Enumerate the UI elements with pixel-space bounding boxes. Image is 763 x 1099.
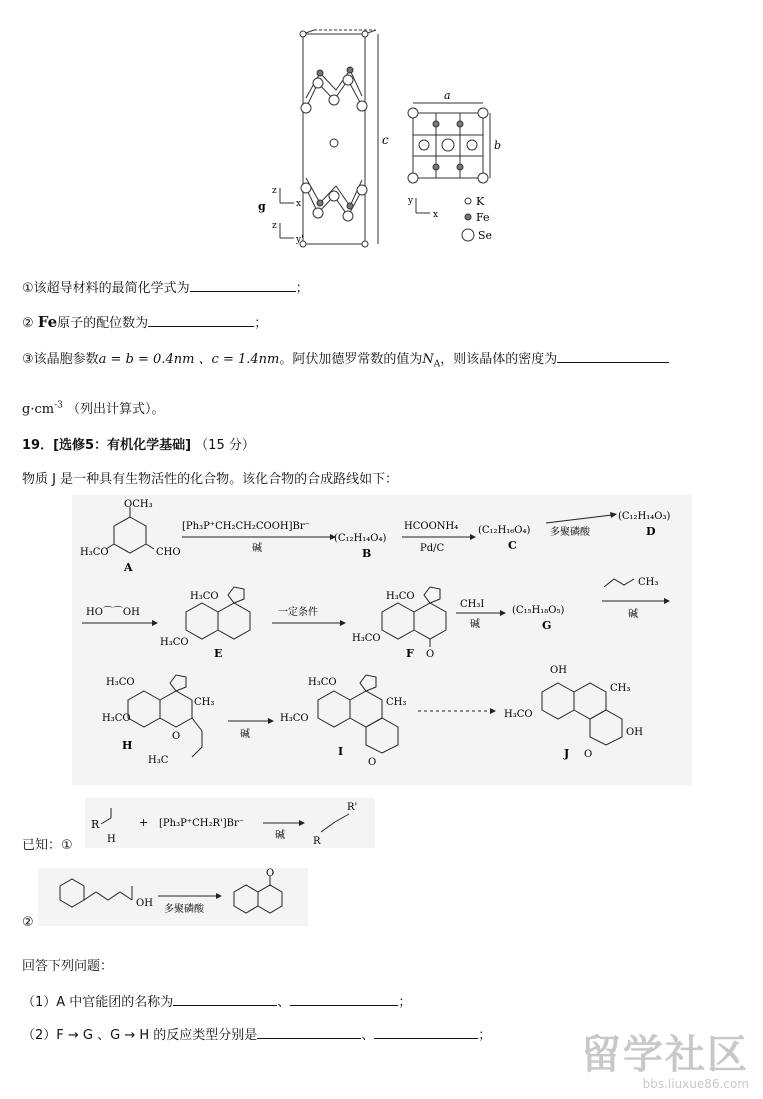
compound-H-ome-top: H₃CO xyxy=(106,677,135,688)
watermark-logo-text: 留学社区 xyxy=(581,1032,749,1078)
axis-g-label: g xyxy=(258,200,266,213)
r1-r: R xyxy=(91,818,100,831)
formula-B: (C₁₂H₁₄O₄) xyxy=(334,533,387,544)
q18-item3-end: ，则该晶体的密度为 xyxy=(440,352,558,367)
r2-cond: 多聚磷酸 xyxy=(164,904,204,915)
axis-x-label: x xyxy=(296,199,302,209)
section19-points: （15 分） xyxy=(195,438,255,453)
compound-F-ome: H₃CO xyxy=(352,633,381,644)
answers-heading: 回答下列问题： xyxy=(22,959,114,974)
label-E: E xyxy=(214,647,223,660)
compound-H-ch3: CH₃ xyxy=(194,697,215,708)
legend-se: Se xyxy=(478,229,493,242)
avogadro-subscript: A xyxy=(433,359,441,370)
r1-cond: 碱 xyxy=(275,830,285,841)
compound-A-ome: H₃CO xyxy=(80,547,109,558)
axis-x2-label: x xyxy=(433,210,439,220)
label-A: A xyxy=(124,561,133,574)
compound-E-ome: H₃CO xyxy=(160,637,189,648)
compound-I-ome-top: H₃CO xyxy=(308,677,337,688)
answer-blank[interactable] xyxy=(257,1026,361,1039)
q18-item2 xyxy=(22,312,267,331)
cond-HI: 碱 xyxy=(240,729,250,740)
synthesis-scheme xyxy=(72,495,692,785)
known-label-2: ② xyxy=(22,915,34,930)
answer-blank[interactable] xyxy=(374,1026,478,1039)
cond-BC: Pd/C xyxy=(420,543,445,554)
reagent-DE: HO⌒⌒OH xyxy=(86,607,140,618)
crystal-structure-figure xyxy=(258,28,508,258)
cond-FG: 碱 xyxy=(470,619,480,630)
compound-I-ome: H₃CO xyxy=(280,713,309,724)
formula-C: (C₁₂H₁₆O₄) xyxy=(478,525,531,536)
label-b: b xyxy=(494,139,502,152)
watermark-url: bbs.liuxue86.com xyxy=(642,1077,749,1091)
fe-symbol: Fe xyxy=(37,313,58,331)
label-G: G xyxy=(542,619,552,632)
cell-parameters: a = b = 0.4nm 、c = 1.4nm xyxy=(98,352,280,367)
separator: 、 xyxy=(361,1028,375,1043)
question-19-2-text: （2）F → G 、G → H 的反应类型分别是 xyxy=(22,1028,258,1043)
q18-item2-text: 原子的配位数为 xyxy=(57,316,149,331)
label-D: D xyxy=(646,525,656,538)
compound-J-oh-top: OH xyxy=(550,665,567,676)
question-19-1-text: （1）A 中官能团的名称为 xyxy=(22,995,174,1010)
compound-H-h3c: H₃C xyxy=(148,755,169,766)
formula-G: (C₁₅H₁₈O₅) xyxy=(512,605,565,616)
label-J: J xyxy=(564,747,570,760)
answer-blank[interactable] xyxy=(173,993,277,1006)
axis-y2-label: y' xyxy=(296,235,304,245)
punct: ； xyxy=(478,1028,492,1043)
q18-unit-line xyxy=(22,398,165,417)
punct: ； xyxy=(398,995,412,1010)
punct: ； xyxy=(254,316,268,331)
cond-AB: 碱 xyxy=(252,543,262,554)
label-a: a xyxy=(444,89,451,102)
legend-fe: Fe xyxy=(476,211,490,224)
punct: ； xyxy=(295,281,309,296)
known-label-1: 已知：① xyxy=(22,838,73,853)
reagent-CD: 多聚磷酸 xyxy=(550,527,590,538)
r1-prod-r: R xyxy=(313,836,321,847)
q18-item3 xyxy=(22,348,669,370)
answer-blank[interactable] xyxy=(190,279,296,292)
r2-o: O xyxy=(266,868,275,879)
question-19-2 xyxy=(22,1024,491,1043)
compound-A-cho: CHO xyxy=(156,547,181,558)
site-watermark xyxy=(581,1033,749,1091)
known-reaction-1 xyxy=(85,798,375,848)
compound-J-oh: OH xyxy=(626,727,643,738)
section19-header xyxy=(22,434,255,453)
density-unit: g·cm xyxy=(22,402,55,417)
reagent-AB: [Ph₃P⁺CH₂CH₂COOH]Br⁻ xyxy=(182,521,310,532)
circled-number: ② xyxy=(22,316,34,331)
reagent-GH-ch3: CH₃ xyxy=(638,577,659,588)
answer-blank[interactable] xyxy=(557,350,669,363)
unit-note: （列出计算式）。 xyxy=(66,402,165,417)
legend-k: K xyxy=(476,195,485,208)
label-I: I xyxy=(338,745,344,758)
axis-z-label: z xyxy=(272,186,277,196)
q18-item1 xyxy=(22,277,309,296)
r2-oh: OH xyxy=(136,898,153,909)
compound-H-ome: H₃CO xyxy=(102,713,131,724)
axis-y-label: y xyxy=(408,196,414,206)
r1-reagent: [Ph₃P⁺CH₂R']Br⁻ xyxy=(159,818,245,829)
compound-A-och3: OCH₃ xyxy=(124,499,153,510)
reagent-FG: CH₃I xyxy=(460,599,485,610)
compound-F-o: O xyxy=(426,649,435,660)
section19-title: 19．[选修5：有机化学基础] xyxy=(22,438,192,453)
unit-exponent: -3 xyxy=(54,400,63,411)
compound-J-ch3: CH₃ xyxy=(610,683,631,694)
q18-item3-mid: 。阿伏加德罗常数的值为 xyxy=(279,352,423,367)
known-reaction-2 xyxy=(38,868,308,926)
compound-E-ome-top: H₃CO xyxy=(190,591,219,602)
label-F: F xyxy=(406,647,414,660)
answer-blank[interactable] xyxy=(148,314,254,327)
label-H: H xyxy=(122,739,133,752)
separator: 、 xyxy=(277,995,291,1010)
compound-F-ome-top: H₃CO xyxy=(386,591,415,602)
compound-J-ome: H₃CO xyxy=(504,709,533,720)
q18-item3-text: ③该晶胞参数 xyxy=(22,352,99,367)
r1-h: H xyxy=(107,834,116,845)
reagent-EF: 一定条件 xyxy=(278,607,318,618)
question-19-1 xyxy=(22,991,411,1010)
label-C: C xyxy=(508,539,517,552)
r1-plus: + xyxy=(139,816,149,829)
axis-z2-label: z xyxy=(272,221,277,231)
section19-intro: 物质 J 是一种具有生物活性的化合物。该化合物的合成路线如下： xyxy=(22,472,399,487)
label-B: B xyxy=(362,547,372,560)
r1-prod-r2: R' xyxy=(347,802,358,813)
answer-blank[interactable] xyxy=(290,993,398,1006)
compound-I-ch3: CH₃ xyxy=(386,697,407,708)
avogadro-symbol: N xyxy=(422,352,434,367)
compound-J-o: O xyxy=(584,749,593,760)
q18-item1-text: ①该超导材料的最简化学式为 xyxy=(22,281,190,296)
cond-GH: 碱 xyxy=(628,609,638,620)
reagent-BC: HCOONH₄ xyxy=(404,521,459,532)
compound-I-o: O xyxy=(368,757,377,768)
formula-D: (C₁₂H₁₄O₃) xyxy=(618,511,671,522)
compound-H-o: O xyxy=(172,731,181,742)
label-c: c xyxy=(382,133,389,147)
